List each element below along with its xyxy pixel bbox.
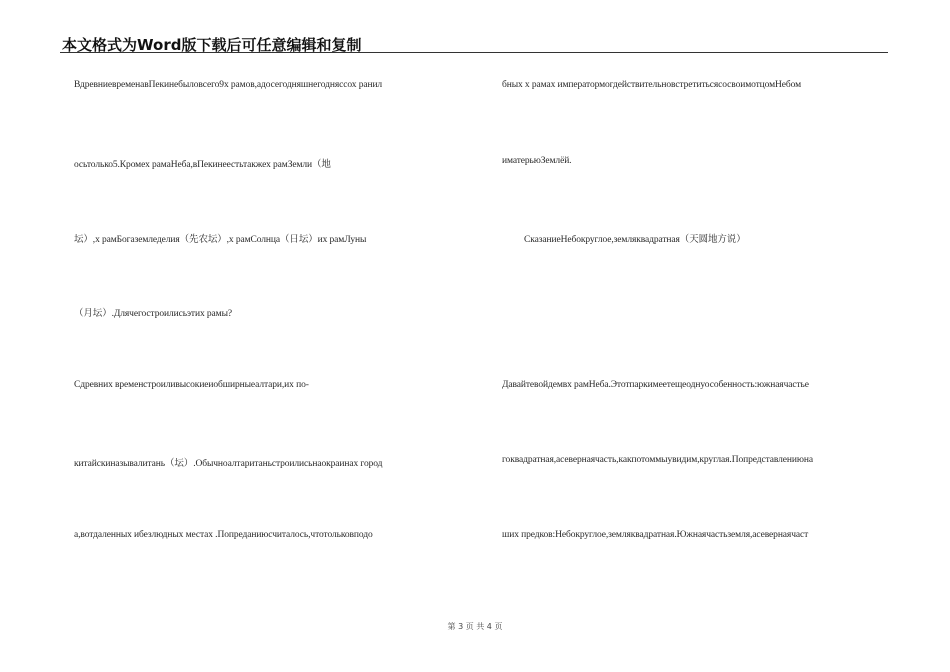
right-line-5: гоквадратная,асевернаячасть,какпотоммыувидим,круглая.Попредставлениюна: [502, 455, 813, 465]
left-line-5: Сдревних временстроиливысокиеиобширныеалтари,их по-: [74, 380, 309, 390]
right-line-3: СказаниеНебокруглое,земляквадратная（天圆地方说）: [524, 235, 746, 245]
document-header-title: 本文格式为Word版下载后可任意编辑和复制: [62, 36, 362, 54]
right-line-4: Давайтевойдемвх рамНеба.Этотпаркимеетещеоднуособенность:южнаячастье: [502, 380, 809, 390]
left-line-1: ВдревниевременавПекинебыловсего9х рамов,адосегодняшнегодняссох ранил: [74, 80, 383, 90]
right-line-2: иматерьюЗемлёй.: [502, 156, 572, 166]
left-line-7: а,вотдаленных ибезлюдных местах .Попреданиюсчиталось,чтотольковподо: [74, 530, 373, 540]
left-line-3: 坛）,х рамБогаземледелия（先农坛）,х рамСолнца（日坛）их рамЛуны: [74, 235, 367, 245]
page-number-footer: 第 3 页 共 4 页: [447, 622, 503, 631]
left-line-6: китайскиназывалитань（坛）.Обычноалтаританьстроилисьнаокраинах город: [74, 459, 383, 469]
right-line-1: бных х рамах императормогдействительновстретитьсясосвоимотцомНебом: [502, 80, 802, 90]
right-line-6: ших предков:Небокруглое,земляквадратная.Южнаячастьземля,асевернаячаст: [502, 530, 809, 540]
left-line-4: （月坛）.Длячегостроилисьэтих рамы?: [74, 309, 232, 319]
left-line-2: осьтолько5.Кромех рамаНеба,вПекинеестьтакжех рамЗемли（地: [74, 160, 331, 170]
header-divider: [60, 52, 888, 53]
